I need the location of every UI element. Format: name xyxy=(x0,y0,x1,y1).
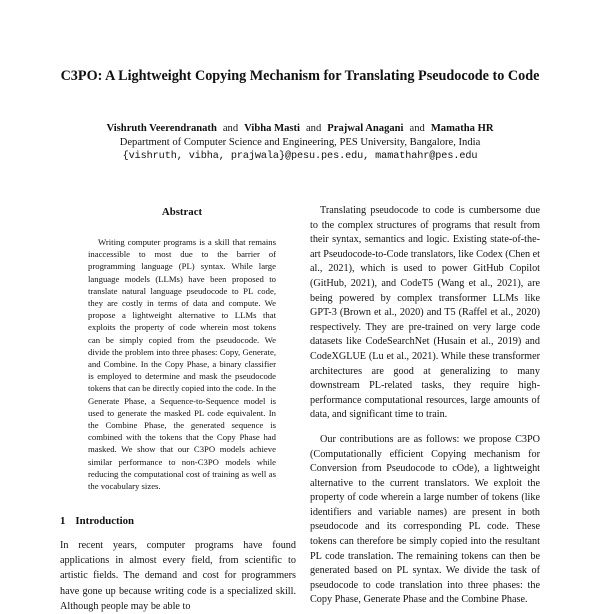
introduction-body xyxy=(60,538,296,612)
section-number: 1 xyxy=(60,515,66,527)
author-name: Prajwal Anagani xyxy=(327,123,404,134)
author-name: Vibha Masti xyxy=(244,123,300,134)
abstract-body xyxy=(88,236,276,492)
right-column-body xyxy=(310,204,541,606)
introduction-paragraph: In recent years, computer programs have found applications in almost every field, from scientific to artistic fields. The demand and cost for programmers have gone up because writing code is a specialized skill. Although people may be able to xyxy=(60,540,296,612)
body-paragraph: Translating pseudocode to code is cumbersome due to the complex structures of programs that result from their syntax, semantics and logic. Existing state-of-the-art Pseudocode-to-Code translators, like Codex (Chen et al., 2021), which is used to power GitHub Copilot (GitHub, 2021), and CodeT5 (Wang et al., 2021), are being powered by complex transformer LLMs like GPT-3 (Brown et al., 2020) and T5 (Raffel et al., 2020) respectively. They are pre-trained on very large code datasets like CodeSearchNet (Husain et al., 2019) and CodeXGLUE (Lu et al., 2021). While these transformer architectures are good at generalizing to many downstream PL-related tasks, they require high-performance computational resources, large amounts of data, and significant time to train. xyxy=(310,205,541,421)
section-title: Introduction xyxy=(75,515,135,527)
author-name: Mamatha HR xyxy=(430,123,494,134)
author-emails: {vishruth, vibha, prajwala}@pesu.pes.edu, mamathahr@pes.edu xyxy=(122,151,478,162)
section-heading-introduction xyxy=(60,515,300,527)
author-separator: and xyxy=(305,123,322,134)
paper-title: C3PO: A Lightweight Copying Mechanism for Translating Pseudocode to Code xyxy=(60,68,540,84)
author-separator: and xyxy=(409,123,425,134)
affiliation: Department of Computer Science and Engineering, PES University, Bangalore, India xyxy=(119,137,481,148)
abstract-heading: Abstract xyxy=(161,206,203,218)
author-separator: and xyxy=(222,123,239,134)
body-paragraph: Our contributions are as follows: we propose C3PO (Computationally efficient Copying mechanism for Conversion from Pseudocode to cOde), a lightweight alternative to the current translators. We exploit the property of code wherein a large number of tokens (like identifiers and variable names) are present in both pseudocode and its corresponding PL code. These tokens can therefore be simply copied into the resultant PL code translation. The remaining tokens can then be generated based on PL syntax. We divide the task of pseudocode to code translation into three phases: the Copy Phase, Generate Phase and the Combine Phase. xyxy=(310,433,540,606)
author-list xyxy=(30,122,570,136)
author-name: Vishruth Veerendranath xyxy=(106,123,217,134)
abstract-text: Writing computer programs is a skill that remains inaccessible to most due to the barrier of programming language (PL) syntax. While large language models (LLMs) have been proposed to translate natural language pseudocode to PL code, they are costly in terms of data and compute. We propose a lightweight alternative to LLMs that exploits the property of code wherein most tokens can be simply copied from the pseudocode. We divide the problem into three phases: Copy, Generate, and Combine. In the Copy Phase, a binary classifier is employed to determine and mask the pseudocode tokens that can be directly copied into the code. In the Generate Phase, a Sequence-to-Sequence model is used to generate the masked PL code equivalent. In the Combine Phase, the generated sequence is combined with the tokens that the Copy Phase had masked. We show that our C3PO models achieve similar performance to non-C3PO models while reducing the computational cost of training as well as the vocabulary sizes. xyxy=(88,237,276,492)
